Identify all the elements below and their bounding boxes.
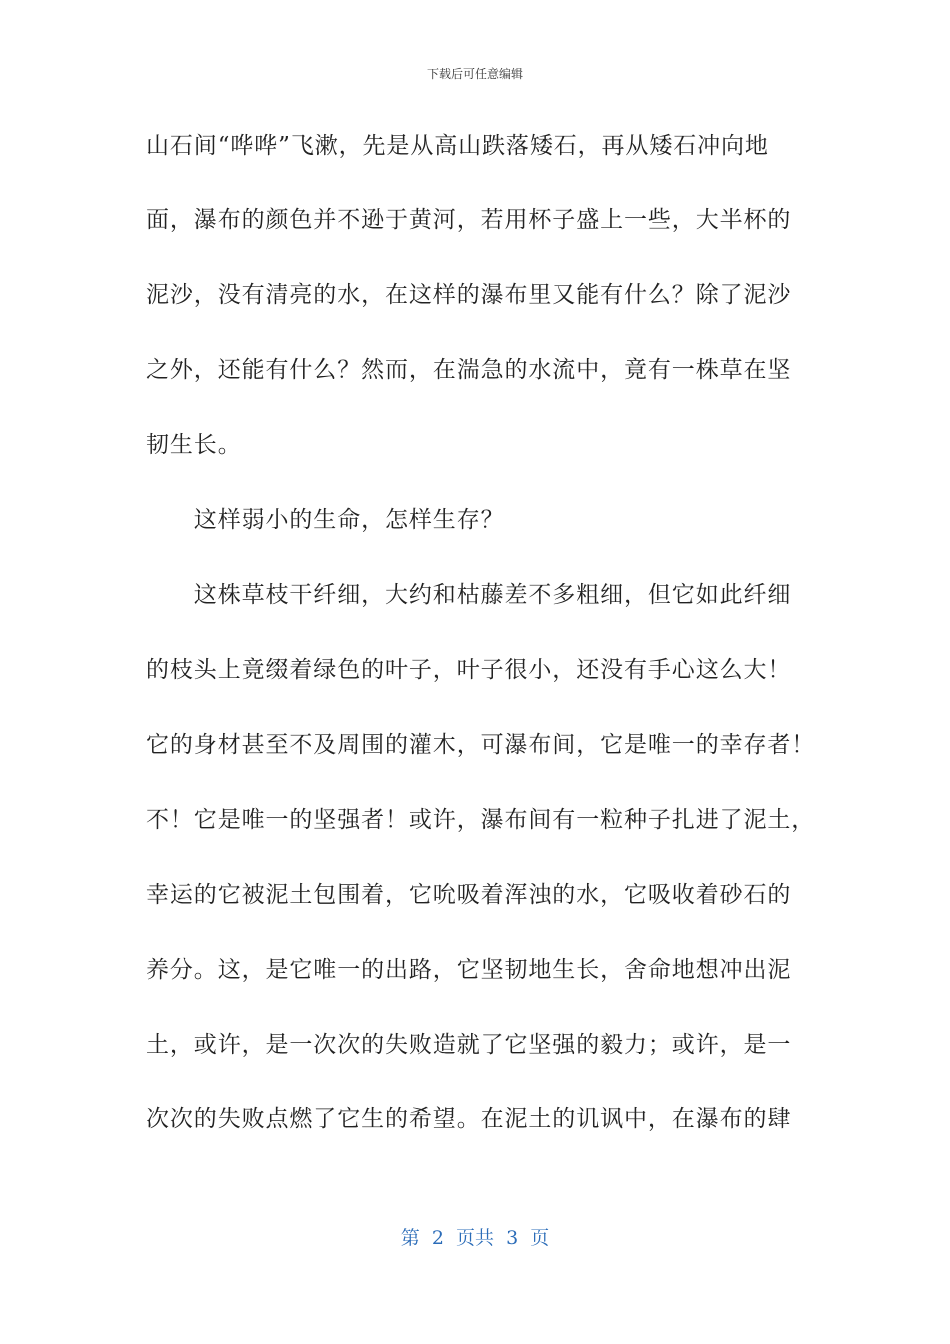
text-line: 不！它是唯一的坚强者！或许，瀑布间有一粒种子扎进了泥土，	[146, 807, 816, 833]
text-line: 它的身材甚至不及周围的灌木，可瀑布间，它是唯一的幸存者！	[146, 732, 816, 758]
text-line: 这株草枝干纤细，大约和枯藤差不多粗细，但它如此纤细	[146, 582, 792, 608]
page-number-footer: 第 2 页共 3 页	[400, 1227, 550, 1249]
text-line: 养分。这，是它唯一的出路，它坚韧地生长，舍命地想冲出泥	[146, 957, 792, 983]
text-line: 次次的失败点燃了它生的希望。在泥土的讥讽中，在瀑布的肆	[146, 1106, 792, 1132]
text-line: 这样弱小的生命，怎样生存？	[146, 507, 505, 533]
text-line: 面，瀑布的颜色并不逊于黄河，若用杯子盛上一些，大半杯的	[146, 207, 792, 233]
text-line: 山石间“哗哗”飞漱，先是从高山跌落矮石，再从矮石冲向地	[146, 133, 769, 159]
text-line: 的枝头上竟缀着绿色的叶子，叶子很小，还没有手心这么大！	[146, 657, 792, 683]
text-line: 韧生长。	[146, 432, 242, 458]
text-line: 之外，还能有什么？然而，在湍急的水流中，竟有一株草在坚	[146, 357, 792, 383]
text-line: 土，或许，是一次次的失败造就了它坚强的毅力；或许，是一	[146, 1032, 792, 1058]
page-header-note: 下载后可任意编辑	[426, 67, 523, 81]
text-line: 泥沙，没有清亮的水，在这样的瀑布里又能有什么？除了泥沙	[146, 282, 792, 308]
text-line: 幸运的它被泥土包围着，它吮吸着浑浊的水，它吸收着砂石的	[146, 882, 792, 908]
